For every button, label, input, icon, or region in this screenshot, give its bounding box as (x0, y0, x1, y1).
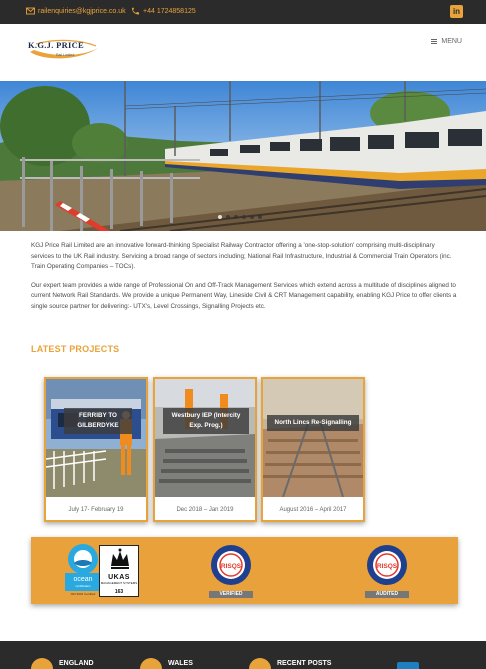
linkedin-footer-icon[interactable] (397, 662, 419, 669)
slider-dot[interactable] (218, 215, 222, 219)
ukas-number: 163 (114, 589, 124, 595)
company-logo[interactable] (26, 36, 100, 64)
risqs-text: RISQS (220, 563, 242, 570)
slider-dot[interactable] (226, 215, 230, 219)
project-image (46, 379, 146, 497)
ukas-text: UKAS (108, 574, 130, 581)
posts-icon (249, 658, 271, 669)
hamburger-icon (431, 39, 437, 44)
project-dates: Dec 2018 – Jan 2019 (176, 507, 234, 513)
ocean-certification-logo (65, 543, 101, 596)
intro-text (31, 241, 459, 312)
envelope-icon (26, 7, 35, 15)
project-card-westbury[interactable] (153, 377, 257, 522)
phone-text: +44 1724858125 (143, 7, 196, 15)
logo-text: K.G.J. PRICE (28, 40, 85, 50)
project-card-north-lincs[interactable] (261, 377, 365, 522)
email-link[interactable] (26, 7, 126, 15)
footer-item-wales[interactable] (140, 660, 193, 669)
project-image (155, 379, 255, 497)
hero-train-image (0, 81, 486, 231)
menu-button[interactable] (431, 38, 462, 45)
slider-dot[interactable] (250, 215, 254, 219)
top-bar (0, 0, 486, 24)
crown-icon (100, 546, 140, 572)
ocean-logo-text: ocean (73, 576, 93, 583)
badge-label: VERIFIED (209, 591, 253, 598)
slider-dot[interactable] (242, 215, 246, 219)
badge-label: AUDITED (365, 591, 409, 598)
ocean-logo-text-2: certification (75, 584, 91, 588)
intro-paragraph: KGJ Price Rail Limited are an innovative forward-thinking Specialist Railway Contractor offering a 'one-stop-solution' comprising multi-disciplinary services to the UK Rail industry. Servicing a broad range of sectors including; National Rail Infrastructure, Industrial & Commercial Train Operators (inc. Train Operating Companies – TOCs). (31, 242, 452, 270)
project-caption: FERRIBY TO GILBERDYKE (64, 408, 132, 434)
phone-icon (131, 7, 140, 15)
slider-dot[interactable] (234, 215, 238, 219)
slider-dots (218, 215, 262, 219)
email-text: railenquiries@kgjprice.co.uk (38, 7, 126, 15)
slider-dot[interactable] (258, 215, 262, 219)
site-footer (0, 641, 486, 669)
site-header (0, 24, 486, 81)
project-dates: July 17- February 19 (68, 507, 124, 513)
phone-link[interactable] (131, 7, 196, 15)
risqs-text: RISQS (376, 563, 398, 570)
project-caption: North Lincs Re-Signalling (267, 415, 359, 431)
intro-paragraph: Our expert team provides a wide range of Professional On and Off-Track Management Services which extend across a multitude of disciplines aligned to current Network Rail Standards. We provide a unique Permanent Way, Lineside Civil & CRT Management capability, enabling KGJ Price to offer clients a single source partner for delivering:- UTX's, Level Crossings, Signalling Projects etc. (31, 281, 457, 310)
logo-subtext: Rail Limited (56, 53, 75, 57)
footer-item-recent-posts[interactable] (249, 660, 331, 669)
footer-item-label: WALES (168, 660, 193, 667)
project-dates: August 2016 – April 2017 (279, 507, 347, 513)
risqs-audited-badge (363, 543, 411, 601)
hero-slider[interactable] (0, 81, 486, 231)
project-card-ferriby[interactable] (44, 377, 148, 522)
menu-label: MENU (441, 38, 462, 45)
footer-item-england[interactable] (31, 660, 94, 669)
footer-item-label: RECENT POSTS (277, 660, 332, 667)
latest-projects-heading: LATEST PROJECTS (31, 344, 120, 354)
ukas-subtext: MANAGEMENT SYSTEMS (100, 581, 138, 585)
footer-item-label: ENGLAND (59, 660, 94, 667)
certifications-band (31, 537, 458, 604)
ocean-logo-sub: ISO 9001 Certified (70, 592, 96, 596)
location-icon (140, 658, 162, 669)
ukas-logo (99, 545, 139, 597)
risqs-verified-badge (207, 543, 255, 601)
project-image (263, 379, 363, 497)
project-caption: Westbury IEP (Intercity Exp. Prog.) (163, 408, 249, 434)
linkedin-icon[interactable]: in (450, 5, 463, 18)
location-icon (31, 658, 53, 669)
